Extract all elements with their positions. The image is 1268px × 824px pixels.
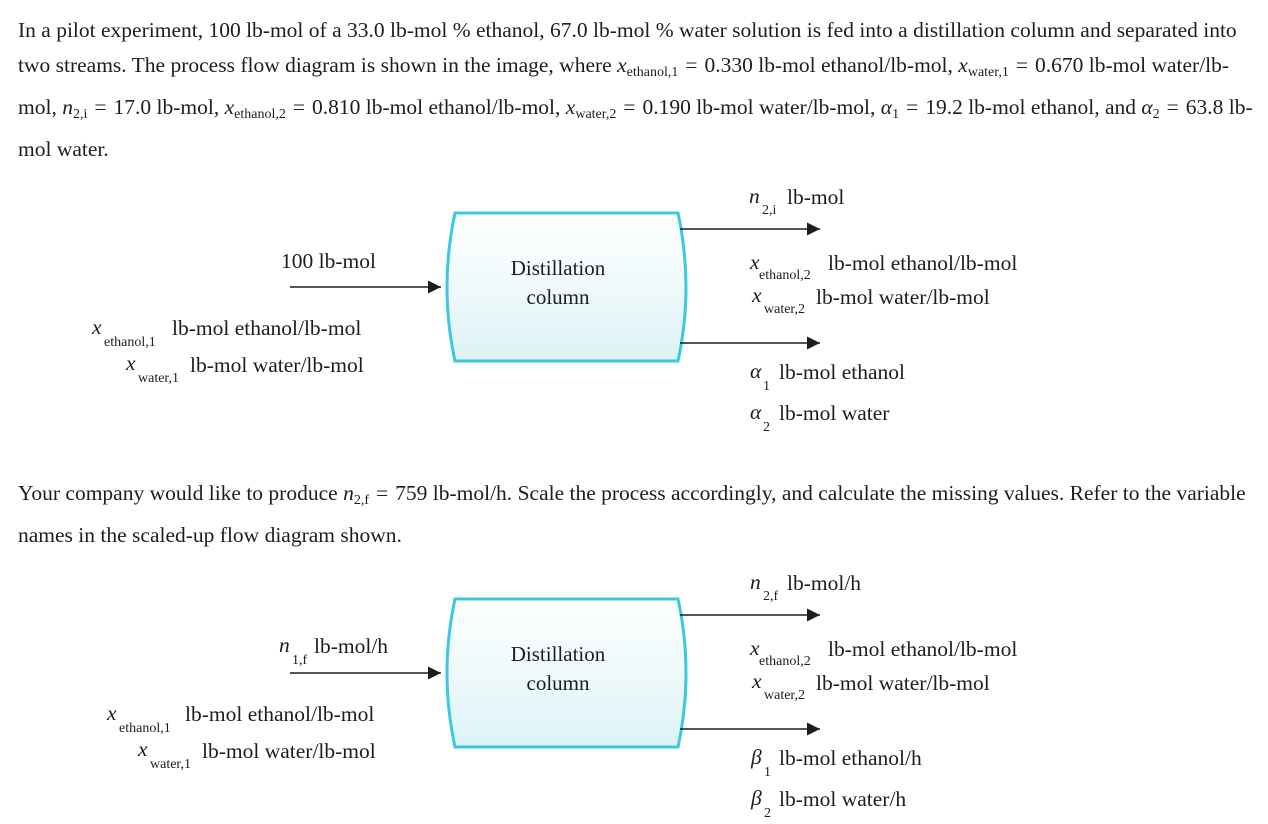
scaled-flow-diagram — [0, 554, 1268, 824]
top-water-fraction — [751, 669, 990, 703]
var-x-water-1: $x_{water,1}$ — [958, 53, 1009, 80]
svg-text:x: x — [750, 250, 760, 274]
value-alpha-1: 19.2 lb-mol ethanol, and — [925, 95, 1136, 119]
svg-text:2: 2 — [763, 420, 770, 435]
svg-text:n: n — [279, 633, 290, 657]
value-n-2f: 759 lb-mol/h. — [395, 481, 513, 505]
var-alpha-2: $\alpha_2$ — [1141, 95, 1160, 122]
feed-amount-label: 100 lb-mol — [281, 249, 376, 273]
var-x-ethanol-1: $x_{ethanol,1}$ — [617, 53, 679, 80]
column-label-line2: column — [526, 285, 590, 309]
svg-text:water,1: water,1 — [138, 371, 180, 386]
feed-water-fraction — [125, 351, 364, 386]
svg-text:ethanol,1: ethanol,1 — [119, 721, 171, 736]
svg-text:β: β — [751, 786, 762, 810]
svg-text:lb-mol water/lb-mol: lb-mol water/lb-mol — [202, 739, 376, 763]
svg-text:x: x — [126, 351, 136, 375]
svg-text:x: x — [752, 283, 762, 307]
value-x-water-2: 0.190 lb-mol water/lb-mol, — [642, 95, 876, 119]
svg-text:lb-mol ethanol: lb-mol ethanol — [779, 360, 905, 384]
svg-text:lb-mol ethanol/lb-mol: lb-mol ethanol/lb-mol — [185, 702, 375, 726]
svg-text:2,i: 2,i — [762, 203, 777, 218]
column-label-line1: Distillation — [510, 642, 606, 666]
svg-text:α: α — [750, 359, 762, 383]
value-n-2i: 17.0 lb-mol, — [113, 95, 220, 119]
svg-text:ethanol,2: ethanol,2 — [759, 268, 811, 283]
svg-text:x: x — [750, 636, 760, 660]
bottom-water-amount — [750, 400, 889, 435]
svg-text:2,f: 2,f — [763, 589, 779, 604]
var-n-2f: $n_{2,f}$ — [343, 481, 369, 508]
var-n-2i: $n_{2,i}$ — [62, 95, 88, 122]
svg-text:water,2: water,2 — [764, 688, 806, 703]
svg-text:water,2: water,2 — [764, 302, 806, 317]
svg-text:lb-mol water/lb-mol: lb-mol water/lb-mol — [190, 353, 364, 377]
feed-flow-rate — [279, 633, 388, 668]
var-alpha-1: $\alpha_1$ — [880, 95, 900, 122]
svg-text:lb-mol water/lb-mol: lb-mol water/lb-mol — [816, 285, 990, 309]
bottom-ethanol-flow — [750, 745, 922, 780]
scale-up-instruction-text: Scale the process accordingly, and calculate the missing values. Refer to the variable names in the scaled-up flow diagram shown. — [18, 481, 1246, 547]
svg-text:1,f: 1,f — [292, 653, 308, 668]
column-label-line2: column — [526, 671, 590, 695]
svg-text:lb-mol: lb-mol — [787, 185, 845, 209]
top-ethanol-fraction — [749, 636, 1017, 669]
svg-text:β: β — [751, 745, 762, 769]
svg-text:n: n — [750, 570, 761, 594]
feed-ethanol-fraction — [91, 315, 361, 350]
svg-text:lb-mol ethanol/h: lb-mol ethanol/h — [779, 746, 922, 770]
svg-text:1: 1 — [763, 379, 770, 394]
svg-text:lb-mol ethanol/lb-mol: lb-mol ethanol/lb-mol — [828, 637, 1018, 661]
scale-up-paragraph: Your company would like to produce $n_{2,f} = 759$ lb-mol/h. Scale the process accordingly, and calculate the missing values. Refer to the variable names in the scaled-up flow diagram shown. — [18, 481, 1246, 547]
top-water-fraction — [751, 283, 990, 317]
svg-text:lb-mol water/h: lb-mol water/h — [779, 787, 907, 811]
value-x-ethanol-1: 0.330 lb-mol ethanol/lb-mol, — [704, 53, 953, 77]
svg-text:2: 2 — [764, 806, 771, 821]
var-x-water-2: $x_{water,2}$ — [565, 95, 617, 122]
svg-text:lb-mol ethanol/lb-mol: lb-mol ethanol/lb-mol — [828, 251, 1018, 275]
top-stream-amount — [749, 184, 844, 218]
svg-text:1: 1 — [764, 765, 771, 780]
bottom-ethanol-amount — [750, 359, 905, 394]
svg-text:x: x — [92, 315, 102, 339]
svg-text:x: x — [752, 669, 762, 693]
column-label-line1: Distillation — [510, 256, 606, 280]
svg-text:x: x — [138, 737, 148, 761]
feed-water-fraction — [137, 737, 376, 772]
top-ethanol-fraction — [749, 250, 1017, 283]
problem-intro-text: In a pilot experiment, 100 lb-mol of a 33.0 lb-mol % ethanol, 67.0 lb-mol % water solution is fed into a distillation column and separated into two streams. The process flow diagram is shown in the image, where — [18, 18, 1237, 77]
svg-text:lb-mol water/lb-mol: lb-mol water/lb-mol — [816, 671, 990, 695]
svg-text:x: x — [107, 701, 117, 725]
pilot-flow-diagram — [0, 180, 1268, 460]
bottom-water-flow — [750, 786, 906, 821]
value-alpha-2: 63.8 lb-mol water. — [18, 95, 1253, 161]
value-x-water-1: 0.670 lb-mol water/lb-mol, — [18, 53, 1230, 119]
problem-statement-paragraph: In a pilot experiment, 100 lb-mol of a 33.0 lb-mol % ethanol, 67.0 lb-mol % water solution is fed into a distillation column and separated into two streams. The process flow diagram is shown in the image, where $x_{ethanol,1} = 0.330$ lb-mol ethanol/lb-mol, $x_{water,1} = 0.670$ lb-mol water/lb-mol, $n_{2,i} = 17.0$ lb-mol, $x_{ethanol,2} = 0.810$ lb-mol ethanol/lb-mol, $x_{water,2} = 0.190$ lb-mol water/lb-mol, $\alpha_1 = 19.2$ lb-mol ethanol, and $\alpha_2 = 63.8$ lb-mol water. — [18, 18, 1253, 161]
value-x-ethanol-2: 0.810 lb-mol ethanol/lb-mol, — [311, 95, 561, 119]
svg-text:n: n — [749, 184, 760, 208]
svg-text:lb-mol ethanol/lb-mol: lb-mol ethanol/lb-mol — [172, 316, 362, 340]
svg-text:ethanol,1: ethanol,1 — [104, 335, 156, 350]
scale-up-intro-text: Your company would like to produce — [18, 481, 338, 505]
var-x-ethanol-2: $x_{ethanol,2}$ — [224, 95, 286, 122]
svg-text:ethanol,2: ethanol,2 — [759, 654, 811, 669]
svg-text:lb-mol/h: lb-mol/h — [314, 634, 389, 658]
svg-text:water,1: water,1 — [150, 757, 192, 772]
svg-text:α: α — [750, 400, 762, 424]
svg-text:lb-mol water: lb-mol water — [779, 401, 890, 425]
top-stream-flow-rate — [750, 570, 861, 604]
feed-ethanol-fraction — [106, 701, 374, 736]
svg-text:lb-mol/h: lb-mol/h — [787, 571, 862, 595]
